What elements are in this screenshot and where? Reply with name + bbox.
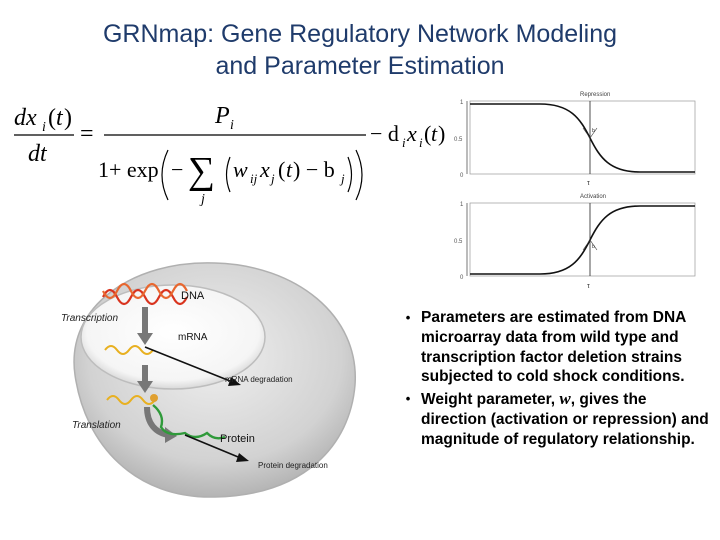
repression-y-mid: 0.5	[454, 137, 463, 143]
svg-text:x: x	[260, 157, 270, 182]
svg-text:w: w	[233, 157, 248, 182]
nucleus	[81, 285, 265, 389]
activation-y-top: 1	[460, 202, 464, 208]
activation-plot	[454, 194, 695, 290]
mrna-degradation-label: mRNA degradation	[225, 375, 293, 384]
svg-text:i: i	[402, 135, 406, 150]
repression-plot-frame	[470, 101, 695, 174]
gene-expression-cell-diagram	[55, 255, 365, 505]
activation-x-label: τ	[587, 283, 590, 290]
svg-text:t: t	[286, 157, 293, 182]
activation-y-mid: 0.5	[454, 239, 463, 245]
bullet-text-after: , gives the direction (activation or repression) and magnitude of regulatory relationship.	[421, 391, 709, 448]
svg-text:∑: ∑	[188, 150, 216, 192]
svg-text:j: j	[271, 171, 275, 186]
repression-y-bottom: 0	[460, 173, 464, 179]
activation-mid-label: b	[592, 244, 595, 250]
weight-symbol: w	[559, 389, 571, 409]
svg-text:t: t	[56, 105, 63, 131]
svg-text:1+ exp: 1+ exp	[98, 157, 159, 182]
transcription-label: Transcription	[61, 313, 119, 324]
activation-y-bottom: 0	[460, 275, 464, 281]
svg-text:j: j	[201, 192, 205, 207]
svg-text:dt: dt	[28, 141, 47, 167]
title-line-2: and Parameter Estimation	[215, 52, 505, 80]
bullet-text: Parameters are estimated from DNA microarray data from wild type and transcription factor deletion strains subjected to cold shock conditions.	[421, 309, 686, 386]
bullet-text	[421, 389, 715, 449]
svg-text:): )	[64, 105, 72, 131]
ode-equation	[8, 95, 448, 210]
protein-label: Protein	[220, 433, 255, 445]
svg-text:j: j	[341, 171, 345, 186]
svg-text:i: i	[230, 118, 234, 133]
svg-text:t: t	[431, 121, 438, 146]
activation-plot-title: Activation	[580, 194, 607, 200]
ribosome	[150, 394, 158, 402]
activation-plot-frame	[470, 203, 695, 276]
dna-label: DNA	[181, 290, 205, 302]
svg-text:dx: dx	[14, 105, 37, 131]
repression-x-label: τ	[587, 180, 590, 187]
mrna-label: mRNA	[178, 332, 208, 343]
svg-text:) − b: ) − b	[293, 157, 335, 182]
equals-sign: =	[80, 121, 94, 147]
lhs-derivative	[14, 105, 74, 167]
sigmoid-plots	[440, 88, 700, 298]
svg-text:−: −	[171, 157, 184, 182]
repression-y-top: 1	[460, 100, 464, 106]
bullet-dot: •	[405, 310, 411, 325]
activation-curve	[470, 206, 695, 274]
hill-fraction	[98, 103, 366, 207]
title-line-1: GRNmap: Gene Regulatory Network Modeling	[102, 20, 618, 48]
translation-label: Translation	[72, 420, 121, 431]
svg-text:(: (	[278, 157, 286, 182]
bullet-text-before: Weight parameter,	[421, 391, 560, 409]
svg-text:(: (	[424, 121, 432, 146]
bullet-dot: •	[405, 391, 411, 407]
svg-text:i: i	[419, 135, 423, 150]
repression-curve	[470, 104, 695, 172]
degradation-term	[370, 121, 445, 150]
bullet-item	[395, 389, 715, 449]
svg-text:): )	[438, 121, 446, 146]
repression-plot	[454, 92, 695, 187]
svg-text:ij: ij	[250, 171, 258, 186]
repression-plot-title: Repression	[580, 92, 611, 98]
bullet-list	[395, 308, 715, 452]
slide-title	[0, 18, 720, 82]
bullet-item	[395, 308, 715, 387]
svg-text:− d: − d	[370, 121, 399, 146]
protein-degradation-label: Protein degradation	[258, 461, 328, 470]
svg-text:i: i	[42, 120, 46, 135]
repression-mid-label: b	[592, 128, 595, 134]
svg-text:x: x	[407, 121, 417, 146]
svg-text:(: (	[48, 105, 56, 131]
svg-text:P: P	[215, 103, 230, 129]
